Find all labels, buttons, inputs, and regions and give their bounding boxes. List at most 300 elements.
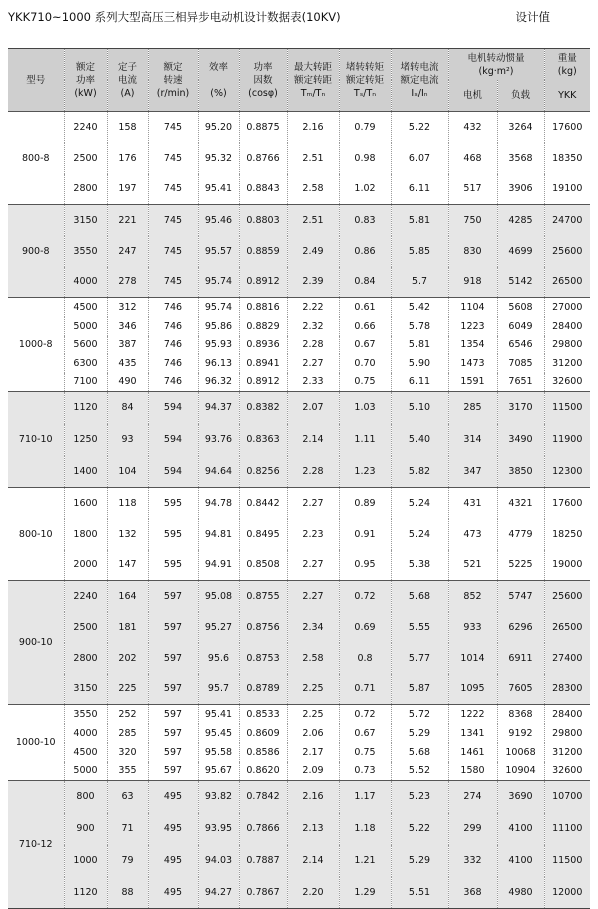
locked-current-cell: 6.11 (391, 373, 448, 392)
header-inertia (448, 49, 544, 81)
power-cell: 2800 (64, 174, 107, 205)
current-cell: 104 (107, 456, 148, 488)
max-torque-cell: 2.27 (287, 488, 339, 519)
header-weight-l1: 重量 (557, 52, 577, 64)
efficiency-cell: 95.08 (198, 581, 239, 612)
power-cell: 800 (64, 781, 107, 813)
power-factor-cell: 0.8829 (239, 317, 287, 336)
header-speed-l1: 额定 (163, 61, 183, 73)
speed-cell: 595 (148, 550, 198, 581)
efficiency-cell: 95.32 (198, 143, 239, 174)
max-torque-cell: 2.06 (287, 724, 339, 743)
table-row (8, 519, 590, 550)
header-max-torque (287, 49, 339, 112)
locked-torque-cell: 0.79 (339, 112, 391, 143)
power-factor-cell: 0.8495 (239, 519, 287, 550)
current-cell: 181 (107, 612, 148, 643)
header-current (107, 49, 148, 112)
locked-torque-cell: 0.72 (339, 581, 391, 612)
locked-current-cell: 5.51 (391, 877, 448, 909)
power-cell: 2240 (64, 581, 107, 612)
load-inertia-cell: 3264 (497, 112, 544, 143)
power-cell: 1600 (64, 488, 107, 519)
power-cell: 1000 (64, 845, 107, 877)
efficiency-cell: 95.41 (198, 174, 239, 205)
weight-cell: 27000 (544, 298, 590, 317)
table-row (8, 267, 590, 298)
locked-torque-cell: 0.72 (339, 705, 391, 724)
header-lc-l2: 额定电流 (400, 74, 439, 86)
power-cell: 7100 (64, 373, 107, 392)
efficiency-cell: 93.76 (198, 424, 239, 456)
motor-inertia-cell: 314 (448, 424, 497, 456)
locked-torque-cell: 1.11 (339, 424, 391, 456)
speed-cell: 597 (148, 705, 198, 724)
current-cell: 435 (107, 354, 148, 373)
motor-inertia-cell: 1104 (448, 298, 497, 317)
table-row (8, 143, 590, 174)
header-power-l2: 功率 (75, 74, 95, 86)
weight-cell: 26500 (544, 612, 590, 643)
power-cell: 3550 (64, 236, 107, 267)
header-current-l2: 电流 (117, 74, 137, 86)
table-row (8, 674, 590, 705)
header-inertia-motor: 电机 (448, 80, 497, 112)
power-factor-cell: 0.8766 (239, 143, 287, 174)
power-cell: 4500 (64, 298, 107, 317)
power-factor-cell: 0.8912 (239, 373, 287, 392)
motor-inertia-cell: 1223 (448, 317, 497, 336)
table-row (8, 174, 590, 205)
header-current-l3: (A) (120, 87, 135, 99)
current-cell: 118 (107, 488, 148, 519)
locked-torque-cell: 0.71 (339, 674, 391, 705)
header-inertia-l2: (kg·m²) (478, 65, 514, 77)
current-cell: 252 (107, 705, 148, 724)
table-row (8, 781, 590, 813)
efficiency-cell: 94.03 (198, 845, 239, 877)
max-torque-cell: 2.58 (287, 174, 339, 205)
motor-inertia-cell: 1341 (448, 724, 497, 743)
load-inertia-cell: 5608 (497, 298, 544, 317)
weight-cell: 25600 (544, 236, 590, 267)
max-torque-cell: 2.25 (287, 674, 339, 705)
current-cell: 197 (107, 174, 148, 205)
motor-inertia-cell: 521 (448, 550, 497, 581)
power-cell: 1800 (64, 519, 107, 550)
power-cell: 1120 (64, 877, 107, 909)
power-factor-cell: 0.8803 (239, 205, 287, 236)
speed-cell: 745 (148, 174, 198, 205)
power-factor-cell: 0.8620 (239, 762, 287, 781)
efficiency-cell: 93.95 (198, 813, 239, 845)
header-inertia-l1: 电机转动惯量 (467, 52, 525, 64)
header-speed-l2: 转速 (163, 74, 183, 86)
table-row (8, 236, 590, 267)
weight-cell: 24700 (544, 205, 590, 236)
model-cell: 800-8 (8, 112, 64, 205)
motor-inertia-cell: 1591 (448, 373, 497, 392)
motor-inertia-cell: 299 (448, 813, 497, 845)
load-inertia-cell: 4699 (497, 236, 544, 267)
max-torque-cell: 2.13 (287, 813, 339, 845)
title-row (8, 6, 590, 26)
power-factor-cell: 0.7867 (239, 877, 287, 909)
motor-inertia-cell: 285 (448, 392, 497, 424)
load-inertia-cell: 4100 (497, 845, 544, 877)
design-value-label: 设计值 (515, 10, 550, 24)
weight-cell: 28400 (544, 317, 590, 336)
locked-current-cell: 5.87 (391, 674, 448, 705)
speed-cell: 594 (148, 456, 198, 488)
locked-torque-cell: 0.61 (339, 298, 391, 317)
power-factor-cell: 0.8755 (239, 581, 287, 612)
weight-cell: 17600 (544, 488, 590, 519)
table-row (8, 317, 590, 336)
load-inertia-cell: 4285 (497, 205, 544, 236)
current-cell: 93 (107, 424, 148, 456)
locked-torque-cell: 0.8 (339, 643, 391, 674)
current-cell: 221 (107, 205, 148, 236)
locked-current-cell: 5.78 (391, 317, 448, 336)
speed-cell: 595 (148, 519, 198, 550)
weight-cell: 28300 (544, 674, 590, 705)
locked-torque-cell: 0.84 (339, 267, 391, 298)
power-cell: 3150 (64, 674, 107, 705)
locked-torque-cell: 0.67 (339, 724, 391, 743)
power-factor-cell: 0.8756 (239, 612, 287, 643)
locked-torque-cell: 0.75 (339, 373, 391, 392)
document-title: YKK710~1000 系列大型高压三相异步电动机设计数据表(10KV) (8, 10, 341, 24)
locked-current-cell: 5.81 (391, 336, 448, 354)
locked-current-cell: 5.85 (391, 236, 448, 267)
load-inertia-cell: 5747 (497, 581, 544, 612)
current-cell: 71 (107, 813, 148, 845)
current-cell: 247 (107, 236, 148, 267)
header-efficiency-l1: 效率 (208, 61, 228, 73)
load-inertia-cell: 6546 (497, 336, 544, 354)
efficiency-cell: 94.64 (198, 456, 239, 488)
header-pf-l1: 功率 (253, 61, 273, 73)
load-inertia-cell: 3490 (497, 424, 544, 456)
locked-torque-cell: 0.98 (339, 143, 391, 174)
speed-cell: 594 (148, 424, 198, 456)
header-locked-torque (339, 49, 391, 112)
load-inertia-cell: 4100 (497, 813, 544, 845)
current-cell: 88 (107, 877, 148, 909)
locked-torque-cell: 1.03 (339, 392, 391, 424)
table-row (8, 813, 590, 845)
load-inertia-cell: 3568 (497, 143, 544, 174)
current-cell: 320 (107, 743, 148, 762)
weight-cell: 17600 (544, 112, 590, 143)
speed-cell: 597 (148, 674, 198, 705)
max-torque-cell: 2.14 (287, 845, 339, 877)
locked-torque-cell: 0.86 (339, 236, 391, 267)
header-inertia-load: 负载 (497, 80, 544, 112)
power-factor-cell: 0.8816 (239, 298, 287, 317)
header-weight (544, 49, 590, 81)
model-cell: 900-10 (8, 581, 64, 705)
max-torque-cell: 2.58 (287, 643, 339, 674)
table-row (8, 456, 590, 488)
motor-inertia-cell: 274 (448, 781, 497, 813)
current-cell: 355 (107, 762, 148, 781)
motor-inertia-cell: 830 (448, 236, 497, 267)
current-cell: 278 (107, 267, 148, 298)
table-row (8, 424, 590, 456)
max-torque-cell: 2.51 (287, 143, 339, 174)
motor-inertia-cell: 933 (448, 612, 497, 643)
weight-cell: 28400 (544, 705, 590, 724)
max-torque-cell: 2.17 (287, 743, 339, 762)
header-power-l3: (kW) (74, 87, 97, 99)
current-cell: 132 (107, 519, 148, 550)
locked-torque-cell: 0.89 (339, 488, 391, 519)
power-cell: 4000 (64, 267, 107, 298)
speed-cell: 597 (148, 643, 198, 674)
motor-inertia-cell: 852 (448, 581, 497, 612)
speed-cell: 745 (148, 205, 198, 236)
load-inertia-cell: 6049 (497, 317, 544, 336)
table-row (8, 581, 590, 612)
max-torque-cell: 2.28 (287, 336, 339, 354)
efficiency-cell: 95.6 (198, 643, 239, 674)
motor-inertia-cell: 1014 (448, 643, 497, 674)
speed-cell: 746 (148, 336, 198, 354)
locked-current-cell: 5.22 (391, 112, 448, 143)
load-inertia-cell: 7085 (497, 354, 544, 373)
current-cell: 79 (107, 845, 148, 877)
efficiency-cell: 95.58 (198, 743, 239, 762)
speed-cell: 746 (148, 373, 198, 392)
power-cell: 5000 (64, 317, 107, 336)
locked-torque-cell: 0.75 (339, 743, 391, 762)
speed-cell: 597 (148, 581, 198, 612)
locked-torque-cell: 0.70 (339, 354, 391, 373)
header-lc-l3: Iₛ/Iₙ (411, 87, 428, 99)
table-row (8, 373, 590, 392)
max-torque-cell: 2.16 (287, 112, 339, 143)
max-torque-cell: 2.32 (287, 317, 339, 336)
locked-torque-cell: 1.21 (339, 845, 391, 877)
header-power (64, 49, 107, 112)
speed-cell: 745 (148, 143, 198, 174)
locked-current-cell: 5.68 (391, 743, 448, 762)
power-factor-cell: 0.8442 (239, 488, 287, 519)
locked-current-cell: 5.55 (391, 612, 448, 643)
power-cell: 2500 (64, 612, 107, 643)
header-weight-ykk: YKK (544, 80, 590, 112)
speed-cell: 495 (148, 781, 198, 813)
current-cell: 285 (107, 724, 148, 743)
header-model: 型号 (8, 49, 64, 112)
weight-cell: 19000 (544, 550, 590, 581)
weight-cell: 27400 (544, 643, 590, 674)
motor-inertia-cell: 432 (448, 112, 497, 143)
model-cell: 800-10 (8, 488, 64, 581)
weight-cell: 11500 (544, 392, 590, 424)
max-torque-cell: 2.23 (287, 519, 339, 550)
efficiency-cell: 95.46 (198, 205, 239, 236)
weight-cell: 18350 (544, 143, 590, 174)
efficiency-cell: 95.93 (198, 336, 239, 354)
table-row (8, 112, 590, 143)
locked-torque-cell: 0.91 (339, 519, 391, 550)
power-cell: 3150 (64, 205, 107, 236)
locked-torque-cell: 0.83 (339, 205, 391, 236)
speed-cell: 495 (148, 845, 198, 877)
table-row (8, 205, 590, 236)
power-cell: 2240 (64, 112, 107, 143)
header-current-l1: 定子 (117, 61, 137, 73)
power-cell: 5600 (64, 336, 107, 354)
max-torque-cell: 2.16 (287, 781, 339, 813)
speed-cell: 594 (148, 392, 198, 424)
model-cell: 710-10 (8, 392, 64, 488)
table-row (8, 762, 590, 781)
locked-current-cell: 5.24 (391, 519, 448, 550)
header-locked-current (391, 49, 448, 112)
motor-data-table (8, 48, 590, 909)
power-factor-cell: 0.8586 (239, 743, 287, 762)
header-maxt-l1: 最大转距 (293, 61, 332, 73)
locked-current-cell: 5.10 (391, 392, 448, 424)
power-factor-cell: 0.8843 (239, 174, 287, 205)
current-cell: 312 (107, 298, 148, 317)
speed-cell: 597 (148, 762, 198, 781)
power-factor-cell: 0.8363 (239, 424, 287, 456)
header-lt-l3: Tₛ/Tₙ (353, 87, 377, 99)
header-speed (148, 49, 198, 112)
locked-torque-cell: 0.69 (339, 612, 391, 643)
speed-cell: 595 (148, 488, 198, 519)
current-cell: 225 (107, 674, 148, 705)
locked-current-cell: 5.38 (391, 550, 448, 581)
speed-cell: 745 (148, 112, 198, 143)
weight-cell: 31200 (544, 743, 590, 762)
efficiency-cell: 95.57 (198, 236, 239, 267)
speed-cell: 746 (148, 298, 198, 317)
table-row (8, 845, 590, 877)
load-inertia-cell: 3170 (497, 392, 544, 424)
max-torque-cell: 2.28 (287, 456, 339, 488)
load-inertia-cell: 10904 (497, 762, 544, 781)
power-factor-cell: 0.8256 (239, 456, 287, 488)
power-factor-cell: 0.8609 (239, 724, 287, 743)
max-torque-cell: 2.20 (287, 877, 339, 909)
header-pf-l3: (cosφ) (248, 87, 278, 99)
speed-cell: 746 (148, 354, 198, 373)
max-torque-cell: 2.49 (287, 236, 339, 267)
weight-cell: 25600 (544, 581, 590, 612)
table-row (8, 743, 590, 762)
power-cell: 4000 (64, 724, 107, 743)
power-factor-cell: 0.8941 (239, 354, 287, 373)
header-power-l1: 额定 (75, 61, 95, 73)
weight-cell: 12300 (544, 456, 590, 488)
weight-cell: 11100 (544, 813, 590, 845)
locked-current-cell: 5.22 (391, 813, 448, 845)
model-cell: 900-8 (8, 205, 64, 298)
motor-inertia-cell: 332 (448, 845, 497, 877)
locked-torque-cell: 0.66 (339, 317, 391, 336)
current-cell: 164 (107, 581, 148, 612)
weight-cell: 29800 (544, 336, 590, 354)
power-factor-cell: 0.8912 (239, 267, 287, 298)
power-factor-cell: 0.8753 (239, 643, 287, 674)
efficiency-cell: 95.7 (198, 674, 239, 705)
locked-current-cell: 5.72 (391, 705, 448, 724)
efficiency-cell: 94.78 (198, 488, 239, 519)
power-factor-cell: 0.8859 (239, 236, 287, 267)
table-row (8, 877, 590, 909)
table-row (8, 612, 590, 643)
weight-cell: 32600 (544, 762, 590, 781)
current-cell: 490 (107, 373, 148, 392)
current-cell: 346 (107, 317, 148, 336)
motor-inertia-cell: 750 (448, 205, 497, 236)
motor-inertia-cell: 473 (448, 519, 497, 550)
power-factor-cell: 0.8875 (239, 112, 287, 143)
header-pf-l2: 因数 (253, 74, 273, 86)
locked-torque-cell: 1.02 (339, 174, 391, 205)
power-factor-cell: 0.8789 (239, 674, 287, 705)
motor-inertia-cell: 1473 (448, 354, 497, 373)
motor-inertia-cell: 1461 (448, 743, 497, 762)
power-cell: 900 (64, 813, 107, 845)
table-body (8, 112, 590, 909)
efficiency-cell: 94.27 (198, 877, 239, 909)
locked-current-cell: 5.23 (391, 781, 448, 813)
table-header (8, 49, 590, 112)
power-cell: 2000 (64, 550, 107, 581)
power-factor-cell: 0.7866 (239, 813, 287, 845)
locked-torque-cell: 0.67 (339, 336, 391, 354)
speed-cell: 745 (148, 236, 198, 267)
load-inertia-cell: 10068 (497, 743, 544, 762)
max-torque-cell: 2.25 (287, 705, 339, 724)
locked-current-cell: 6.07 (391, 143, 448, 174)
locked-current-cell: 6.11 (391, 174, 448, 205)
motor-inertia-cell: 1095 (448, 674, 497, 705)
max-torque-cell: 2.27 (287, 581, 339, 612)
motor-inertia-cell: 1222 (448, 705, 497, 724)
load-inertia-cell: 7605 (497, 674, 544, 705)
table-row (8, 724, 590, 743)
power-factor-cell: 0.8533 (239, 705, 287, 724)
load-inertia-cell: 3850 (497, 456, 544, 488)
efficiency-cell: 93.82 (198, 781, 239, 813)
load-inertia-cell: 6911 (497, 643, 544, 674)
load-inertia-cell: 3906 (497, 174, 544, 205)
max-torque-cell: 2.14 (287, 424, 339, 456)
header-weight-l2: (kg) (557, 65, 577, 77)
speed-cell: 597 (148, 612, 198, 643)
speed-cell: 745 (148, 267, 198, 298)
load-inertia-cell: 5142 (497, 267, 544, 298)
max-torque-cell: 2.09 (287, 762, 339, 781)
locked-current-cell: 5.77 (391, 643, 448, 674)
power-factor-cell: 0.8936 (239, 336, 287, 354)
max-torque-cell: 2.22 (287, 298, 339, 317)
header-efficiency-l3: (%) (210, 87, 227, 99)
model-cell: 710-12 (8, 781, 64, 909)
locked-current-cell: 5.29 (391, 845, 448, 877)
locked-current-cell: 5.40 (391, 424, 448, 456)
header-lc-l1: 堵转电流 (400, 61, 439, 73)
power-cell: 2800 (64, 643, 107, 674)
